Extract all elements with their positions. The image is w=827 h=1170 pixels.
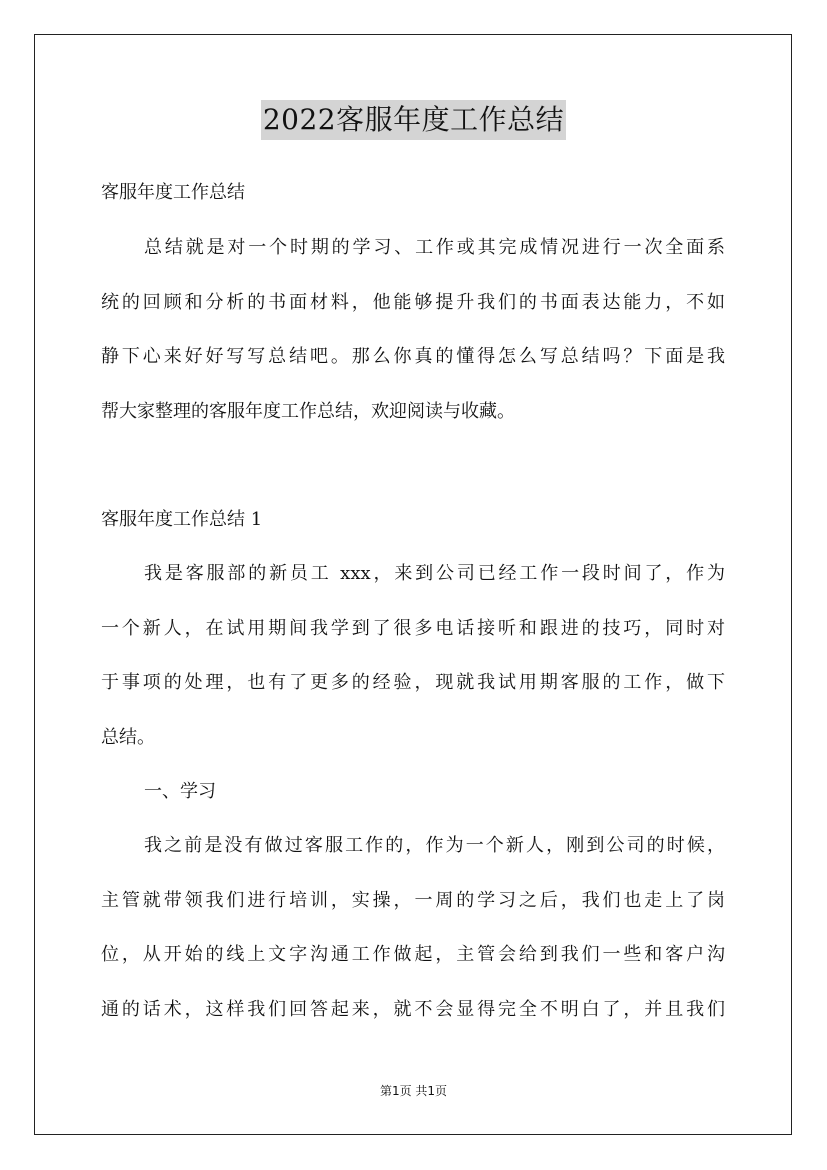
paragraph-line: 静下心来好好写写总结吧。那么你真的懂得怎么写总结吗？下面是我	[101, 346, 725, 367]
paragraph-line: 主管就带领我们进行培训，实操，一周的学习之后，我们也走上了岗	[101, 890, 725, 911]
paragraph-line: 我是客服部的新员工 xxx，来到公司已经工作一段时间了，作为	[144, 563, 725, 584]
paragraph-line: 通的话术，这样我们回答起来，就不会显得完全不明白了，并且我们	[101, 999, 725, 1020]
title-container	[0, 100, 827, 140]
subsection-heading: 一、学习	[144, 781, 216, 802]
intro-heading: 客服年度工作总结	[101, 182, 245, 203]
document-title: 2022客服年度工作总结	[261, 100, 566, 140]
section-heading: 客服年度工作总结 1	[101, 509, 263, 530]
paragraph-line: 帮大家整理的客服年度工作总结，欢迎阅读与收藏。	[101, 401, 515, 422]
paragraph-line: 总结。	[101, 727, 155, 748]
paragraph-line: 一个新人，在试用期间我学到了很多电话接听和跟进的技巧，同时对	[101, 618, 725, 639]
paragraph-line: 于事项的处理，也有了更多的经验，现就我试用期客服的工作，做下	[101, 672, 725, 693]
page-number-footer: 第1页 共1页	[379, 1084, 448, 1098]
paragraph-line: 位，从开始的线上文字沟通工作做起，主管会给到我们一些和客户沟	[101, 944, 725, 965]
paragraph-line: 统的回顾和分析的书面材料，他能够提升我们的书面表达能力，不如	[101, 292, 725, 313]
paragraph-line: 我之前是没有做过客服工作的，作为一个新人，刚到公司的时候，	[144, 835, 725, 856]
paragraph-line: 总结就是对一个时期的学习、工作或其完成情况进行一次全面系	[144, 237, 725, 258]
